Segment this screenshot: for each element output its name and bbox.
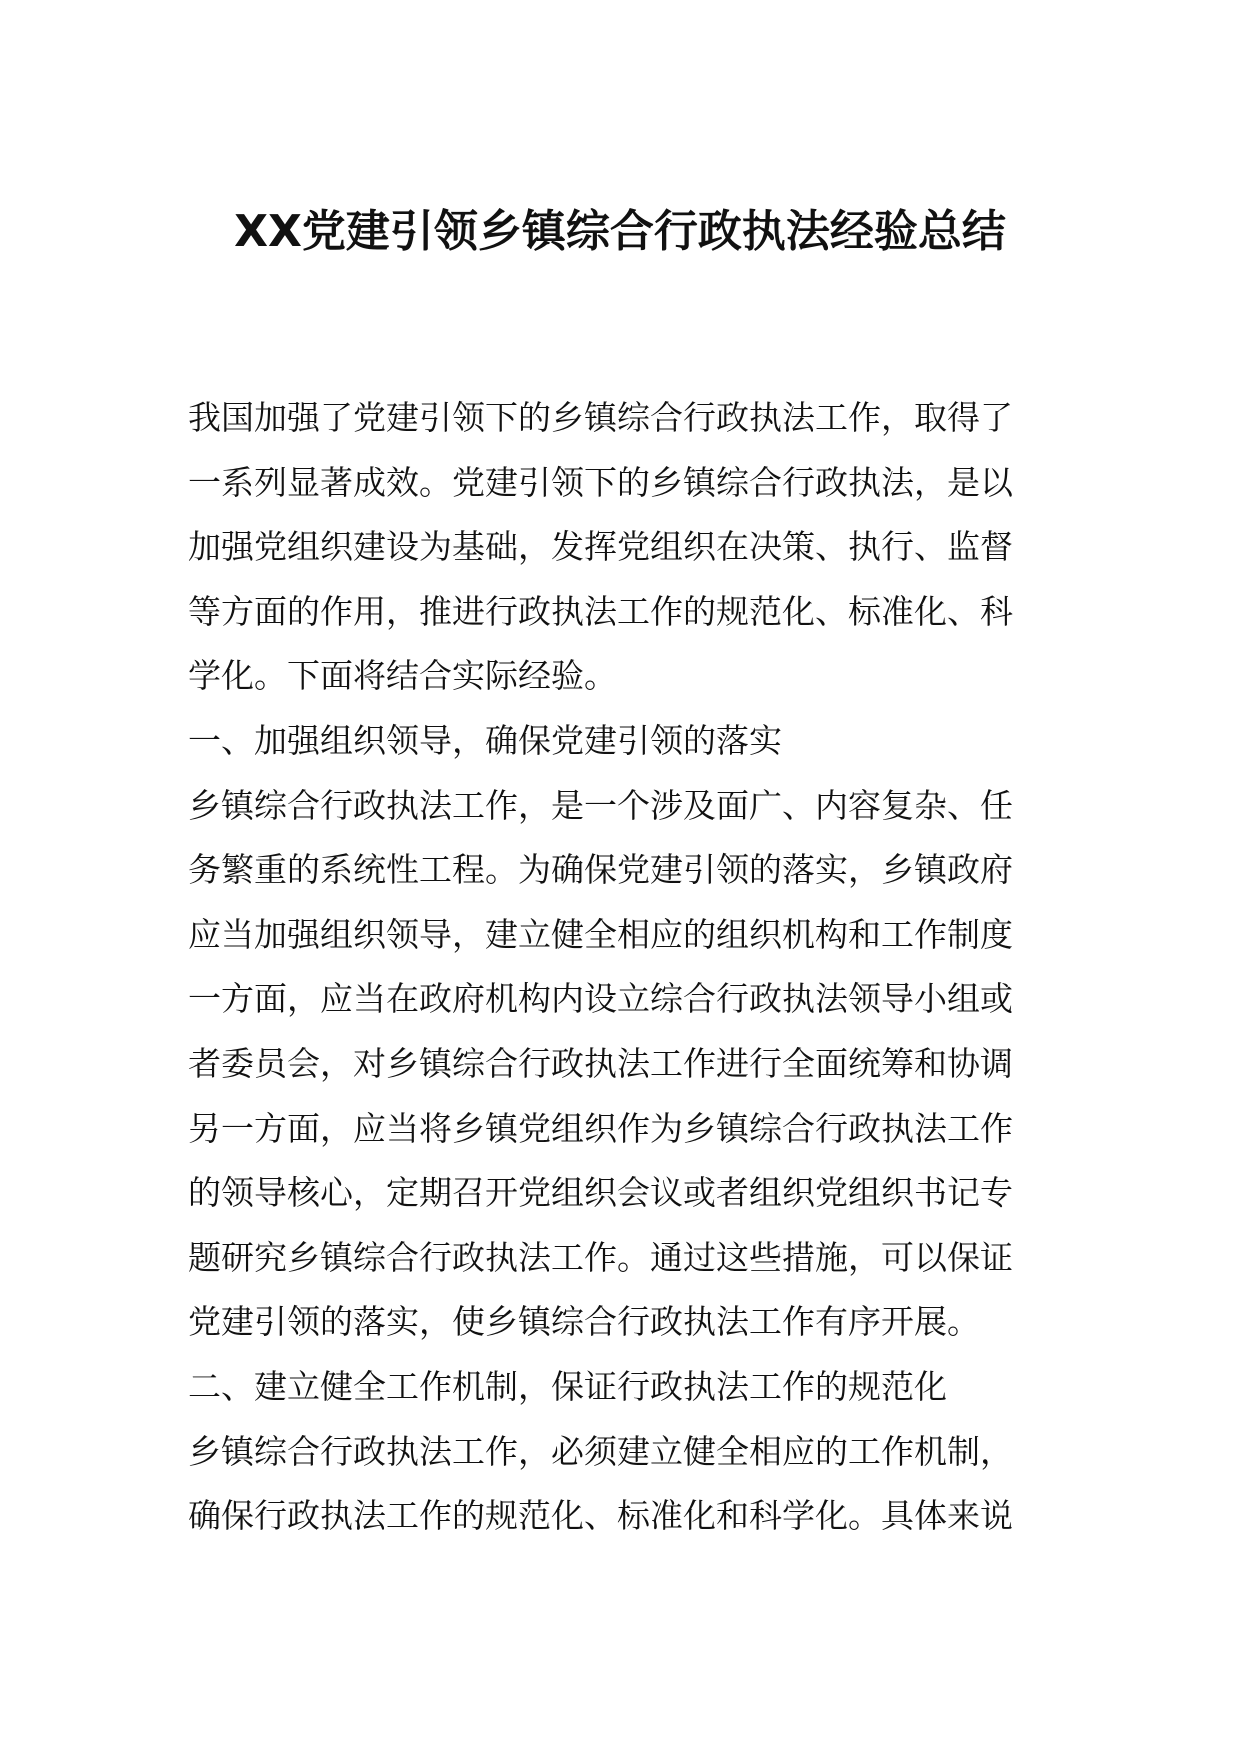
body-line: 乡镇综合行政执法工作，必须建立健全相应的工作机制，: [188, 1431, 1013, 1471]
document-body: [188, 386, 1068, 1549]
body-line: 党建引领的落实，使乡镇综合行政执法工作有序开展。: [188, 1302, 980, 1342]
body-line: 学化。下面将结合实际经验。: [188, 656, 617, 696]
body-line: 确保行政执法工作的规范化、标准化和科学化。具体来说: [188, 1496, 1013, 1536]
body-line: 题研究乡镇综合行政执法工作。通过这些措施，可以保证: [188, 1237, 1013, 1277]
body-line: 一方面，应当在政府机构内设立综合行政执法领导小组或: [188, 979, 1013, 1019]
body-line: 加强党组织建设为基础，发挥党组织在决策、执行、监督: [188, 527, 1013, 567]
body-line: 的领导核心，定期召开党组织会议或者组织党组织书记专: [188, 1173, 1013, 1213]
body-line: 者委员会，对乡镇综合行政执法工作进行全面统筹和协调: [188, 1043, 1013, 1083]
body-line: 等方面的作用，推进行政执法工作的规范化、标准化、科: [188, 591, 1013, 631]
section-heading-1: 一、加强组织领导，确保党建引领的落实: [188, 720, 782, 760]
body-line: 乡镇综合行政执法工作，是一个涉及面广、内容复杂、任: [188, 785, 1013, 825]
body-line: 应当加强组织领导，建立健全相应的组织机构和工作制度: [188, 914, 1013, 954]
body-line: 务繁重的系统性工程。为确保党建引领的落实，乡镇政府: [188, 850, 1013, 890]
body-line: 一系列显著成效。党建引领下的乡镇综合行政执法，是以: [188, 462, 1013, 502]
body-line: 另一方面，应当将乡镇党组织作为乡镇综合行政执法工作: [188, 1108, 1013, 1148]
document-title: XX党建引领乡镇综合行政执法经验总结: [234, 206, 1006, 257]
section-heading-2: 二、建立健全工作机制，保证行政执法工作的规范化: [188, 1366, 947, 1406]
body-line: 我国加强了党建引领下的乡镇综合行政执法工作，取得了: [188, 398, 1013, 437]
